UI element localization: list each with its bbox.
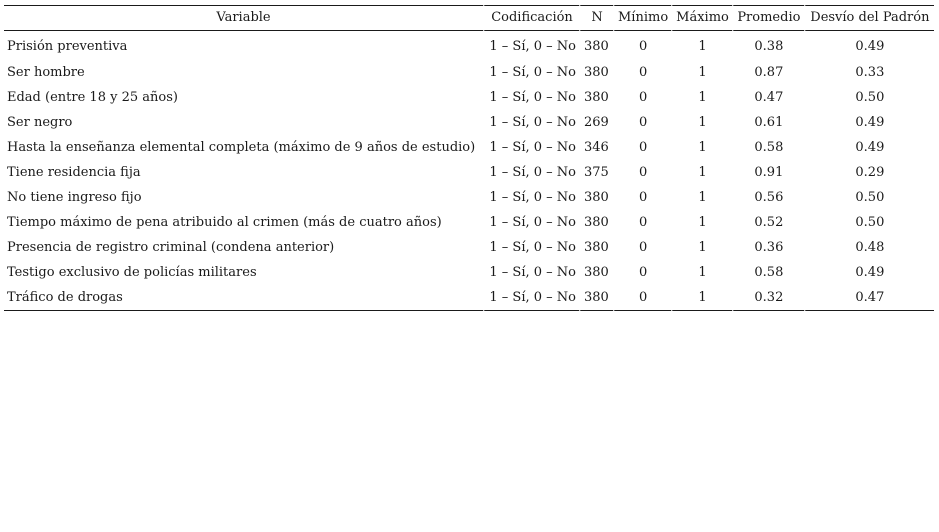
cell-codificacion: 1 – Sí, 0 – No [483, 135, 579, 160]
cell-n: 375 [579, 160, 613, 185]
descriptive-statistics-table [4, 5, 934, 311]
cell-minimo: 0 [613, 110, 671, 135]
cell-codificacion: 1 – Sí, 0 – No [483, 260, 579, 285]
cell-maximo: 1 [671, 110, 732, 135]
cell-maximo: 1 [671, 260, 732, 285]
cell-desvio: 0.50 [804, 85, 934, 110]
cell-desvio: 0.48 [804, 235, 934, 260]
table-row [4, 210, 934, 235]
cell-variable: Tráfico de drogas [4, 285, 483, 311]
cell-n: 380 [579, 31, 613, 60]
header-promedio: Promedio [732, 5, 804, 31]
cell-promedio: 0.61 [732, 110, 804, 135]
cell-variable: Tiempo máximo de pena atribuido al crimen (más de cuatro años) [7, 214, 442, 230]
header-minimo: Mínimo [613, 5, 671, 31]
cell-minimo: 0 [613, 31, 671, 60]
cell-desvio: 0.49 [804, 135, 934, 160]
cell-desvio: 0.49 [804, 110, 934, 135]
cell-codificacion: 1 – Sí, 0 – No [483, 31, 579, 60]
table-row [4, 60, 934, 85]
cell-maximo: 1 [671, 60, 732, 85]
cell-maximo: 1 [671, 160, 732, 185]
cell-minimo: 0 [613, 285, 671, 311]
cell-promedio: 0.58 [732, 260, 804, 285]
table-row [4, 31, 934, 60]
cell-promedio: 0.87 [732, 60, 804, 85]
cell-variable: Tiene residencia fija [7, 164, 141, 180]
cell-codificacion: 1 – Sí, 0 – No [483, 160, 579, 185]
cell-n: 269 [579, 110, 613, 135]
cell-n: 380 [579, 210, 613, 235]
table-row [4, 135, 934, 160]
cell-n: 380 [579, 235, 613, 260]
header-n: N [579, 5, 613, 31]
cell-variable: Hasta la enseñanza elemental completa (máximo de 9 años de estudio) [7, 139, 476, 155]
cell-variable: Edad (entre 18 y 25 años) [7, 89, 178, 105]
table-row [4, 260, 934, 285]
cell-codificacion: 1 – Sí, 0 – No [483, 185, 579, 210]
cell-n: 380 [579, 185, 613, 210]
cell-desvio: 0.47 [804, 285, 934, 311]
cell-maximo: 1 [671, 285, 732, 311]
header-desvio: Desvío del Padrón [804, 5, 934, 31]
cell-variable: Ser hombre [7, 64, 85, 80]
cell-n: 380 [579, 285, 613, 311]
cell-desvio: 0.49 [804, 31, 934, 60]
cell-n: 380 [579, 85, 613, 110]
table-row [4, 235, 934, 260]
cell-promedio: 0.91 [732, 160, 804, 185]
cell-variable: Presencia de registro criminal (condena anterior) [7, 239, 335, 255]
cell-codificacion: 1 – Sí, 0 – No [483, 285, 579, 311]
cell-promedio: 0.36 [732, 235, 804, 260]
cell-maximo: 1 [671, 235, 732, 260]
descriptive-statistics-table-container [4, 5, 934, 311]
cell-minimo: 0 [613, 235, 671, 260]
table-body [4, 31, 934, 311]
header-maximo: Máximo [671, 5, 732, 31]
cell-n: 380 [579, 60, 613, 85]
cell-minimo: 0 [613, 135, 671, 160]
cell-codificacion: 1 – Sí, 0 – No [483, 235, 579, 260]
table-row [4, 160, 934, 185]
cell-maximo: 1 [671, 135, 732, 160]
table-row [4, 85, 934, 110]
cell-promedio: 0.58 [732, 135, 804, 160]
cell-variable: Prisión preventiva [7, 38, 128, 54]
table-row [4, 285, 934, 311]
cell-desvio: 0.50 [804, 210, 934, 235]
cell-promedio: 0.47 [732, 85, 804, 110]
cell-variable: No tiene ingreso fijo [7, 189, 142, 205]
cell-n: 380 [579, 260, 613, 285]
table-row [4, 110, 934, 135]
header-codificacion: Codificación [483, 5, 579, 31]
cell-codificacion: 1 – Sí, 0 – No [483, 110, 579, 135]
cell-desvio: 0.33 [804, 60, 934, 85]
cell-promedio: 0.52 [732, 210, 804, 235]
cell-minimo: 0 [613, 60, 671, 85]
table-header [4, 5, 934, 31]
cell-codificacion: 1 – Sí, 0 – No [483, 85, 579, 110]
cell-maximo: 1 [671, 185, 732, 210]
cell-maximo: 1 [671, 85, 732, 110]
cell-minimo: 0 [613, 185, 671, 210]
cell-minimo: 0 [613, 210, 671, 235]
cell-codificacion: 1 – Sí, 0 – No [483, 210, 579, 235]
cell-variable: Testigo exclusivo de policías militares [7, 264, 257, 280]
cell-minimo: 0 [613, 160, 671, 185]
header-variable: Variable [4, 5, 483, 31]
cell-n: 346 [579, 135, 613, 160]
cell-promedio: 0.32 [732, 285, 804, 311]
table-row [4, 185, 934, 210]
cell-desvio: 0.29 [804, 160, 934, 185]
cell-desvio: 0.49 [804, 260, 934, 285]
header-row [4, 5, 934, 31]
cell-maximo: 1 [671, 31, 732, 60]
cell-promedio: 0.56 [732, 185, 804, 210]
cell-variable: Ser negro [7, 114, 73, 130]
cell-promedio: 0.38 [732, 31, 804, 60]
cell-minimo: 0 [613, 260, 671, 285]
cell-maximo: 1 [671, 210, 732, 235]
cell-codificacion: 1 – Sí, 0 – No [483, 60, 579, 85]
cell-desvio: 0.50 [804, 185, 934, 210]
cell-minimo: 0 [613, 85, 671, 110]
